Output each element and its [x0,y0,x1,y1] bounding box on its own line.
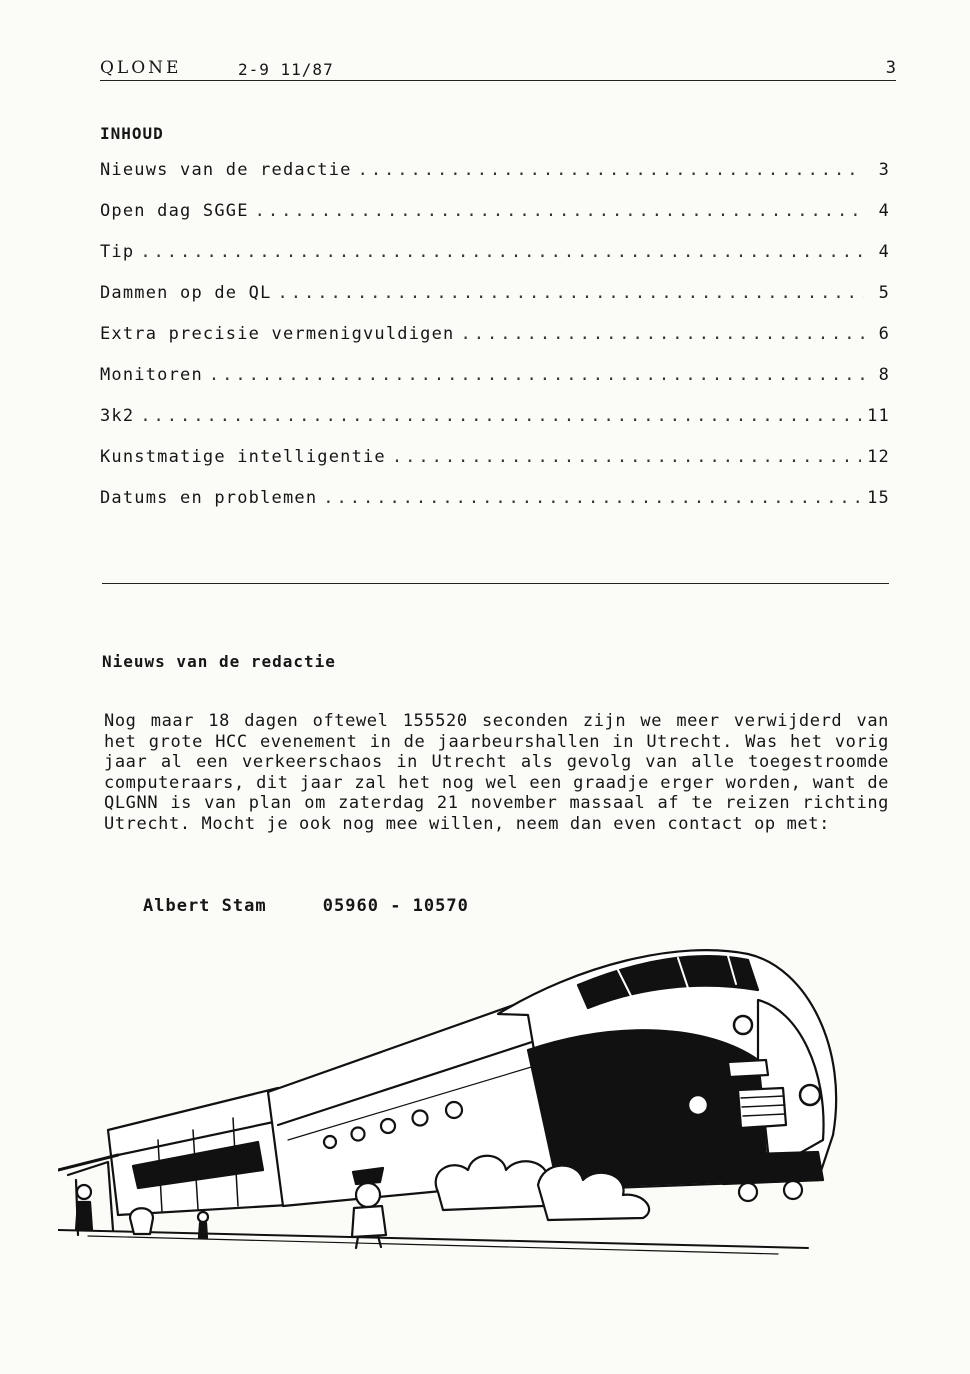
toc-entry [100,160,890,201]
toc-entry-title: Monitoren [100,365,203,385]
toc-entry [100,324,890,365]
toc-leader-dots [209,365,864,385]
toc-entry-title: Dammen op de QL [100,283,272,303]
page-number: 3 [885,58,896,78]
toc-leader-dots [140,242,864,262]
toc-entry-title: Datums en problemen [100,488,318,508]
toc-entry [100,447,890,488]
toc-leader-dots [255,201,864,221]
toc-entry-page: 5 [878,283,890,303]
toc-entry-page: 12 [867,447,890,467]
toc-leader-dots [460,324,864,344]
table-of-contents [100,160,890,529]
toc-entry [100,365,890,406]
toc-entry-page: 6 [878,324,890,344]
toc-entry-page: 15 [867,488,890,508]
toc-entry-page: 11 [867,406,890,426]
toc-entry [100,488,890,529]
toc-entry-title: Tip [100,242,135,262]
toc-title: INHOUD [100,124,164,143]
page-header [100,58,896,81]
toc-entry-title: Open dag SGGE [100,201,249,221]
divider [102,583,889,584]
toc-entry-title: Kunstmatige intelligentie [100,447,386,467]
toc-entry [100,201,890,242]
toc-entry-title: 3k2 [100,406,135,426]
toc-entry-page: 3 [878,160,890,180]
toc-leader-dots [140,406,861,426]
toc-entry [100,406,890,447]
article-body: Nog maar 18 dagen oftewel 155520 seconden zijn we meer verwijderd van het grote HCC evenement in de jaarbeurshallen in Utrecht. Was het vorig jaar al een verkeerschaos in Utrecht als gevolg van alle toegestroomde computeraars, dit jaar zal het nog wel een graadje erger worden, want de QLGNN is van plan om zaterdag 21 november massaal af te reizen richting Utrecht. Mocht je ook nog mee willen, neem dan even contact op met: [104,711,889,834]
toc-leader-dots [358,160,864,180]
contact-name: Albert Stam [143,896,267,916]
article-title: Nieuws van de redactie [102,652,336,671]
issue-number: 2-9 11/87 [238,60,334,79]
contact-line [143,896,469,916]
toc-leader-dots [392,447,861,467]
toc-entry-title: Nieuws van de redactie [100,160,352,180]
train-illustration-icon [58,930,848,1260]
toc-entry-page: 8 [878,365,890,385]
toc-entry-page: 4 [878,242,890,262]
toc-entry-title: Extra precisie vermenigvuldigen [100,324,455,344]
contact-phone: 05960 - 10570 [322,896,469,916]
publication-name: QLONE [100,58,182,78]
toc-leader-dots [278,283,864,303]
toc-entry [100,242,890,283]
toc-leader-dots [323,488,861,508]
toc-entry [100,283,890,324]
toc-entry-page: 4 [878,201,890,221]
